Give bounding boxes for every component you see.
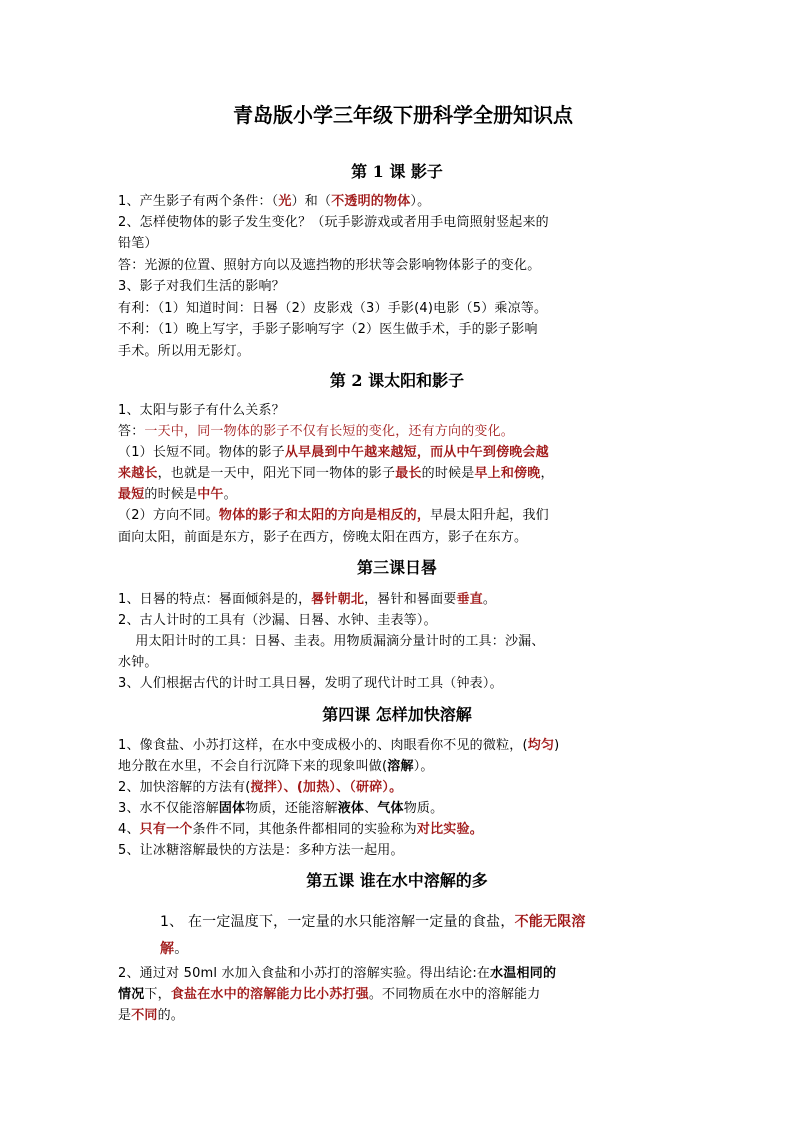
paragraph-line: （1）长短不同。物体的影子从早晨到中午越来越短，而从中午到傍晚会越 [118, 445, 549, 460]
paragraph-line: 情况下，食盐在水中的溶解能力比小苏打强。不同物质在水中的溶解能力 [118, 987, 541, 1002]
paragraph-line: 用太阳计时的工具：日晷、圭表。用物质漏滴分量计时的工具：沙漏、 [118, 634, 545, 649]
lesson-1-heading: 第 1 课 影子 [351, 162, 443, 181]
paragraph-line: 答：光源的位置、照射方向以及遮挡物的形状等会影响物体影子的变化。 [118, 258, 541, 273]
paragraph-line: 铅笔） [118, 236, 158, 251]
paragraph-line: 1、产生影子有两个条件：（光）和（不透明的物体）。 [118, 194, 431, 209]
document-title: 青岛版小学三年级下册科学全册知识点 [233, 103, 573, 127]
paragraph-line: 水钟。 [118, 655, 158, 670]
lesson-5-heading: 第五课 谁在水中溶解的多 [306, 871, 488, 890]
paragraph-line: 1、太阳与影子有什么关系？ [118, 403, 285, 418]
paragraph-line: 最短的时候是中午。 [118, 487, 237, 502]
paragraph-line: 1、 在一定温度下，一定量的水只能溶解一定量的食盐，不能无限溶 [160, 914, 586, 930]
paragraph-line: 来越长，也就是一天中，阳光下同一物体的影子最长的时候是早上和傍晚， [118, 466, 554, 481]
paragraph-line: 解。 [160, 941, 189, 957]
paragraph-line: 1、像食盐、小苏打这样，在水中变成极小的、肉眼看你不见的微粒，(均匀) [118, 738, 560, 753]
lesson-2-heading: 第 2 课太阳和影子 [329, 371, 465, 390]
paragraph-line: 地分散在水里，不会自行沉降下来的现象叫做(溶解）。 [118, 759, 434, 774]
lesson-3-heading: 第三课日晷 [356, 558, 437, 577]
paragraph-line: 3、水不仅能溶解固体物质，还能溶解液体、气体物质。 [118, 801, 444, 816]
paragraph-line: 5、让冰糖溶解最快的方法是：多种方法一起用。 [118, 843, 404, 858]
paragraph-line: 3、人们根据古代的计时工具日晷，发明了现代计时工具（钟表）。 [118, 676, 503, 691]
paragraph-line: 3、影子对我们生活的影响？ [118, 279, 285, 294]
paragraph-line: 4、只有一个条件不同，其他条件都相同的实验称为对比实验。 [118, 822, 483, 837]
paragraph-line: 手术。所以用无影灯。 [118, 344, 251, 359]
paragraph-line: 1、日晷的特点：晷面倾斜是的，晷针朝北，晷针和晷面要垂直。 [118, 592, 497, 607]
lesson-4-heading: 第四课 怎样加快溶解 [322, 705, 472, 724]
paragraph-line: 2、加快溶解的方法有(搅拌）、(加热）、（研碎）。 [118, 780, 403, 795]
paragraph-line: 2、古人计时的工具有（沙漏、日晷、水钟、圭表等）。 [118, 613, 437, 628]
paragraph-line: 不利：（1）晚上写字，手影子影响写字（2）医生做手术，手的影子影响 [118, 322, 538, 337]
paragraph-line: （2）方向不同。物体的影子和太阳的方向是相反的，早晨太阳升起，我们 [118, 508, 549, 523]
paragraph-line: 2、通过对 50ml 水加入食盐和小苏打的溶解实验。得出结论:在水温相同的 [118, 966, 557, 981]
paragraph-line: 有利：（1）知道时间：日晷（2）皮影戏（3）手影(4)电影（5）乘凉等。 [118, 301, 548, 316]
paragraph-line: 是不同的。 [118, 1008, 185, 1023]
paragraph-line: 答：一天中，同一物体的影子不仅有长短的变化，还有方向的变化。 [118, 424, 515, 439]
paragraph-line: 面向太阳，前面是东方，影子在西方，傍晚太阳在西方，影子在东方。 [118, 530, 528, 545]
paragraph-line: 2、怎样使物体的影子发生变化？（玩手影游戏或者用手电筒照射竖起来的 [118, 215, 549, 230]
